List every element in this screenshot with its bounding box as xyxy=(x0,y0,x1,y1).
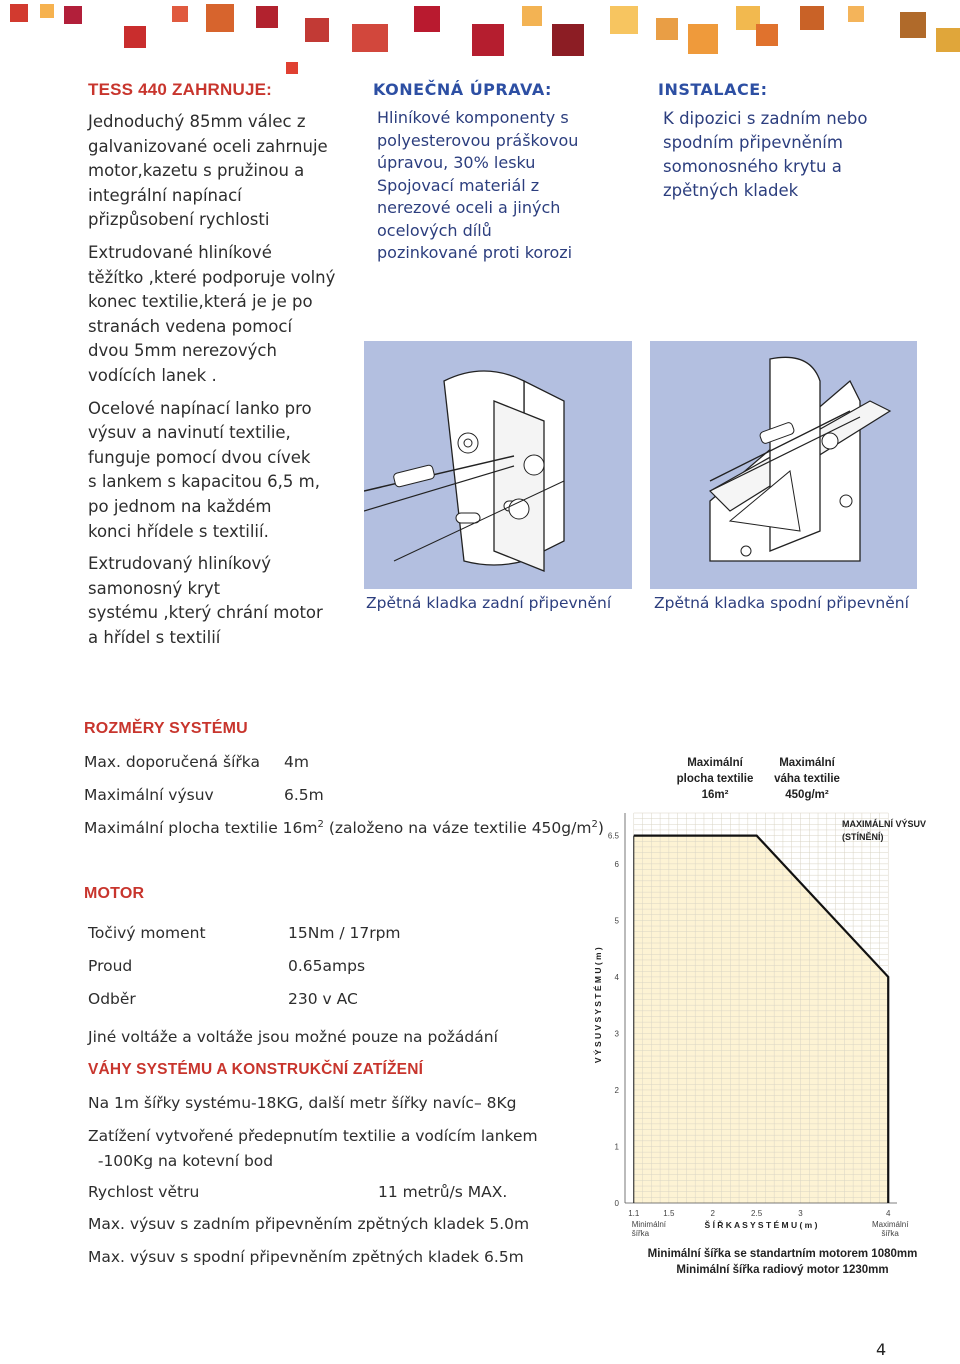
rear-mount-caption: Zpětná kladka zadní připevnění xyxy=(366,594,612,612)
annotation-line: MAXIMÁLNÍ VÝSUV xyxy=(842,819,927,829)
y-tick-label: 1 xyxy=(614,1142,619,1152)
finish-text: Hliníkové komponenty s polyesterovou práškovou úpravou, 30% lesku Spojovací materiál z nerezové oceli a jiných ocelových dílů pozinkované proti korozi xyxy=(377,108,579,262)
dimension-label: Max. doporučená šířka xyxy=(84,753,261,771)
dimensions-title: ROZMĚRY SYSTÉMU xyxy=(84,720,248,737)
header-line: 16m² xyxy=(701,789,729,801)
header-line: váha textilie xyxy=(774,773,840,785)
includes-text xyxy=(88,110,358,658)
y-tick-label: 3 xyxy=(614,1029,619,1039)
header-line: 450g/m² xyxy=(785,789,829,801)
installation-title: INSTALACE: xyxy=(658,80,768,99)
x-min-label: šířka xyxy=(631,1229,650,1238)
voltage-note: Jiné voltáže a voltáže jsou možné pouze na požádání xyxy=(88,1028,498,1046)
page-number: 4 xyxy=(876,1340,887,1359)
rear-mount-bracket-illustration xyxy=(364,341,632,589)
x-tick-label: 1.5 xyxy=(663,1209,675,1218)
loads-line: Na 1m šířky systému-18KG, další metr šířky navíc– 8Kg xyxy=(88,1094,517,1112)
dimension-value: 4m xyxy=(284,753,309,771)
header-line: plocha textilie xyxy=(676,773,754,785)
x-tick-label: 2.5 xyxy=(751,1209,763,1218)
y-tick-label: 6 xyxy=(614,859,619,869)
motor-label: Odběr xyxy=(88,990,136,1008)
motor-label: Proud xyxy=(88,957,133,975)
includes-paragraph: Jednoduchý 85mm válec z galvanizované oceli zahrnuje motor,kazetu s pružinou a integrální napínací přizpůsobení rychlosti xyxy=(88,112,328,230)
includes-paragraph: Extrudovaný hliníkový samonosný kryt systému ,který chrání motor a hřídel s textilií xyxy=(88,554,323,647)
rear-max-projection: Max. výsuv s zadním připevněním zpětných kladek 5.0m xyxy=(88,1215,530,1233)
fabric-area-note xyxy=(84,819,604,837)
x-max-label: šířka xyxy=(881,1229,899,1238)
wind-value: 11 metrů/s MAX. xyxy=(378,1183,508,1201)
x-tick-label: 1.1 xyxy=(628,1209,640,1218)
annotation-line: (STÍNĚNÍ) xyxy=(842,832,884,842)
bottom-max-projection: Max. výsuv s spodní připevněním zpětných kladek 6.5m xyxy=(88,1248,524,1266)
note-sup: 2 xyxy=(317,819,324,830)
x-tick-label: 3 xyxy=(798,1209,803,1218)
min-width-standard: Minimální šířka se standartním motorem 1080mm xyxy=(647,1248,918,1260)
loads-line: Zatížení vytvořené předepnutím textilie a vodícím lankem xyxy=(88,1127,538,1145)
x-tick-label: 2 xyxy=(710,1209,715,1218)
x-axis-label: Š Í Ř K A S Y S T É M U ( m ) xyxy=(704,1220,818,1230)
max-projection-annotation xyxy=(842,818,926,844)
x-max-label: Maximální xyxy=(871,1220,909,1229)
note-part: Maximální plocha textilie 16m xyxy=(84,819,318,838)
finish-title: KONEČNÁ ÚPRAVA: xyxy=(373,80,552,99)
max-weight-header xyxy=(752,755,862,803)
header-line: Maximální xyxy=(779,757,835,769)
note-sup: 2 xyxy=(591,819,598,830)
min-width-notes xyxy=(615,1246,950,1278)
includes-title: TESS 440 ZAHRNUJE: xyxy=(88,80,273,99)
min-width-radio: Minimální šířka radiový motor 1230mm xyxy=(676,1264,889,1276)
y-tick-label: 6.5 xyxy=(607,831,619,841)
chart-area-fill xyxy=(634,836,888,1203)
dimension-label: Maximální výsuv xyxy=(84,786,214,804)
chart-svg xyxy=(585,805,945,1245)
header-line: Maximální xyxy=(687,757,743,769)
x-min-label: Minimální xyxy=(631,1220,667,1229)
bottom-mount-caption: Zpětná kladka spodní připevnění xyxy=(654,594,909,612)
y-tick-label: 5 xyxy=(614,916,619,926)
loads-line: -100Kg na kotevní bod xyxy=(88,1152,274,1170)
x-tick-label: 4 xyxy=(885,1209,891,1218)
includes-paragraph: Ocelové napínací lanko pro výsuv a navinutí textilie, funguje pomocí dvou cívek s lankem s kapacitou 6,5 m, po jednom na každém konci hřídele s textilií. xyxy=(88,398,320,541)
bottom-mount-bracket-illustration xyxy=(650,341,917,589)
includes-paragraph: Extrudované hliníkové těžítko ,které podporuje volný konec textilie,která je je po stranách vedena pomocí dvou 5mm nerezových vodících lanek . xyxy=(88,242,336,385)
projection-chart xyxy=(585,805,945,1245)
wind-label: Rychlost větru xyxy=(88,1183,200,1201)
note-part: (založeno na váze textilie 450g/m xyxy=(323,819,592,838)
y-tick-label: 4 xyxy=(614,972,619,982)
motor-title: MOTOR xyxy=(84,885,145,902)
y-tick-label: 2 xyxy=(614,1085,619,1095)
y-axis-label: V Ý S U V S Y S T É M U ( m ) xyxy=(593,947,603,1064)
loads-title: VÁHY SYSTÉMU A KONSTRUKČNÍ ZATÍŽENÍ xyxy=(88,1061,424,1078)
motor-value: 15Nm / 17rpm xyxy=(288,924,401,942)
installation-text: K dipozici s zadním nebo spodním připevněním somonosného krytu a zpětných kladek xyxy=(663,109,868,200)
motor-value: 230 v AC xyxy=(288,990,358,1008)
dimension-value: 6.5m xyxy=(284,786,324,804)
y-tick-label: 0 xyxy=(614,1199,619,1208)
motor-label: Točivý moment xyxy=(88,924,206,942)
motor-value: 0.65amps xyxy=(288,957,366,975)
note-part: ) xyxy=(597,819,604,838)
